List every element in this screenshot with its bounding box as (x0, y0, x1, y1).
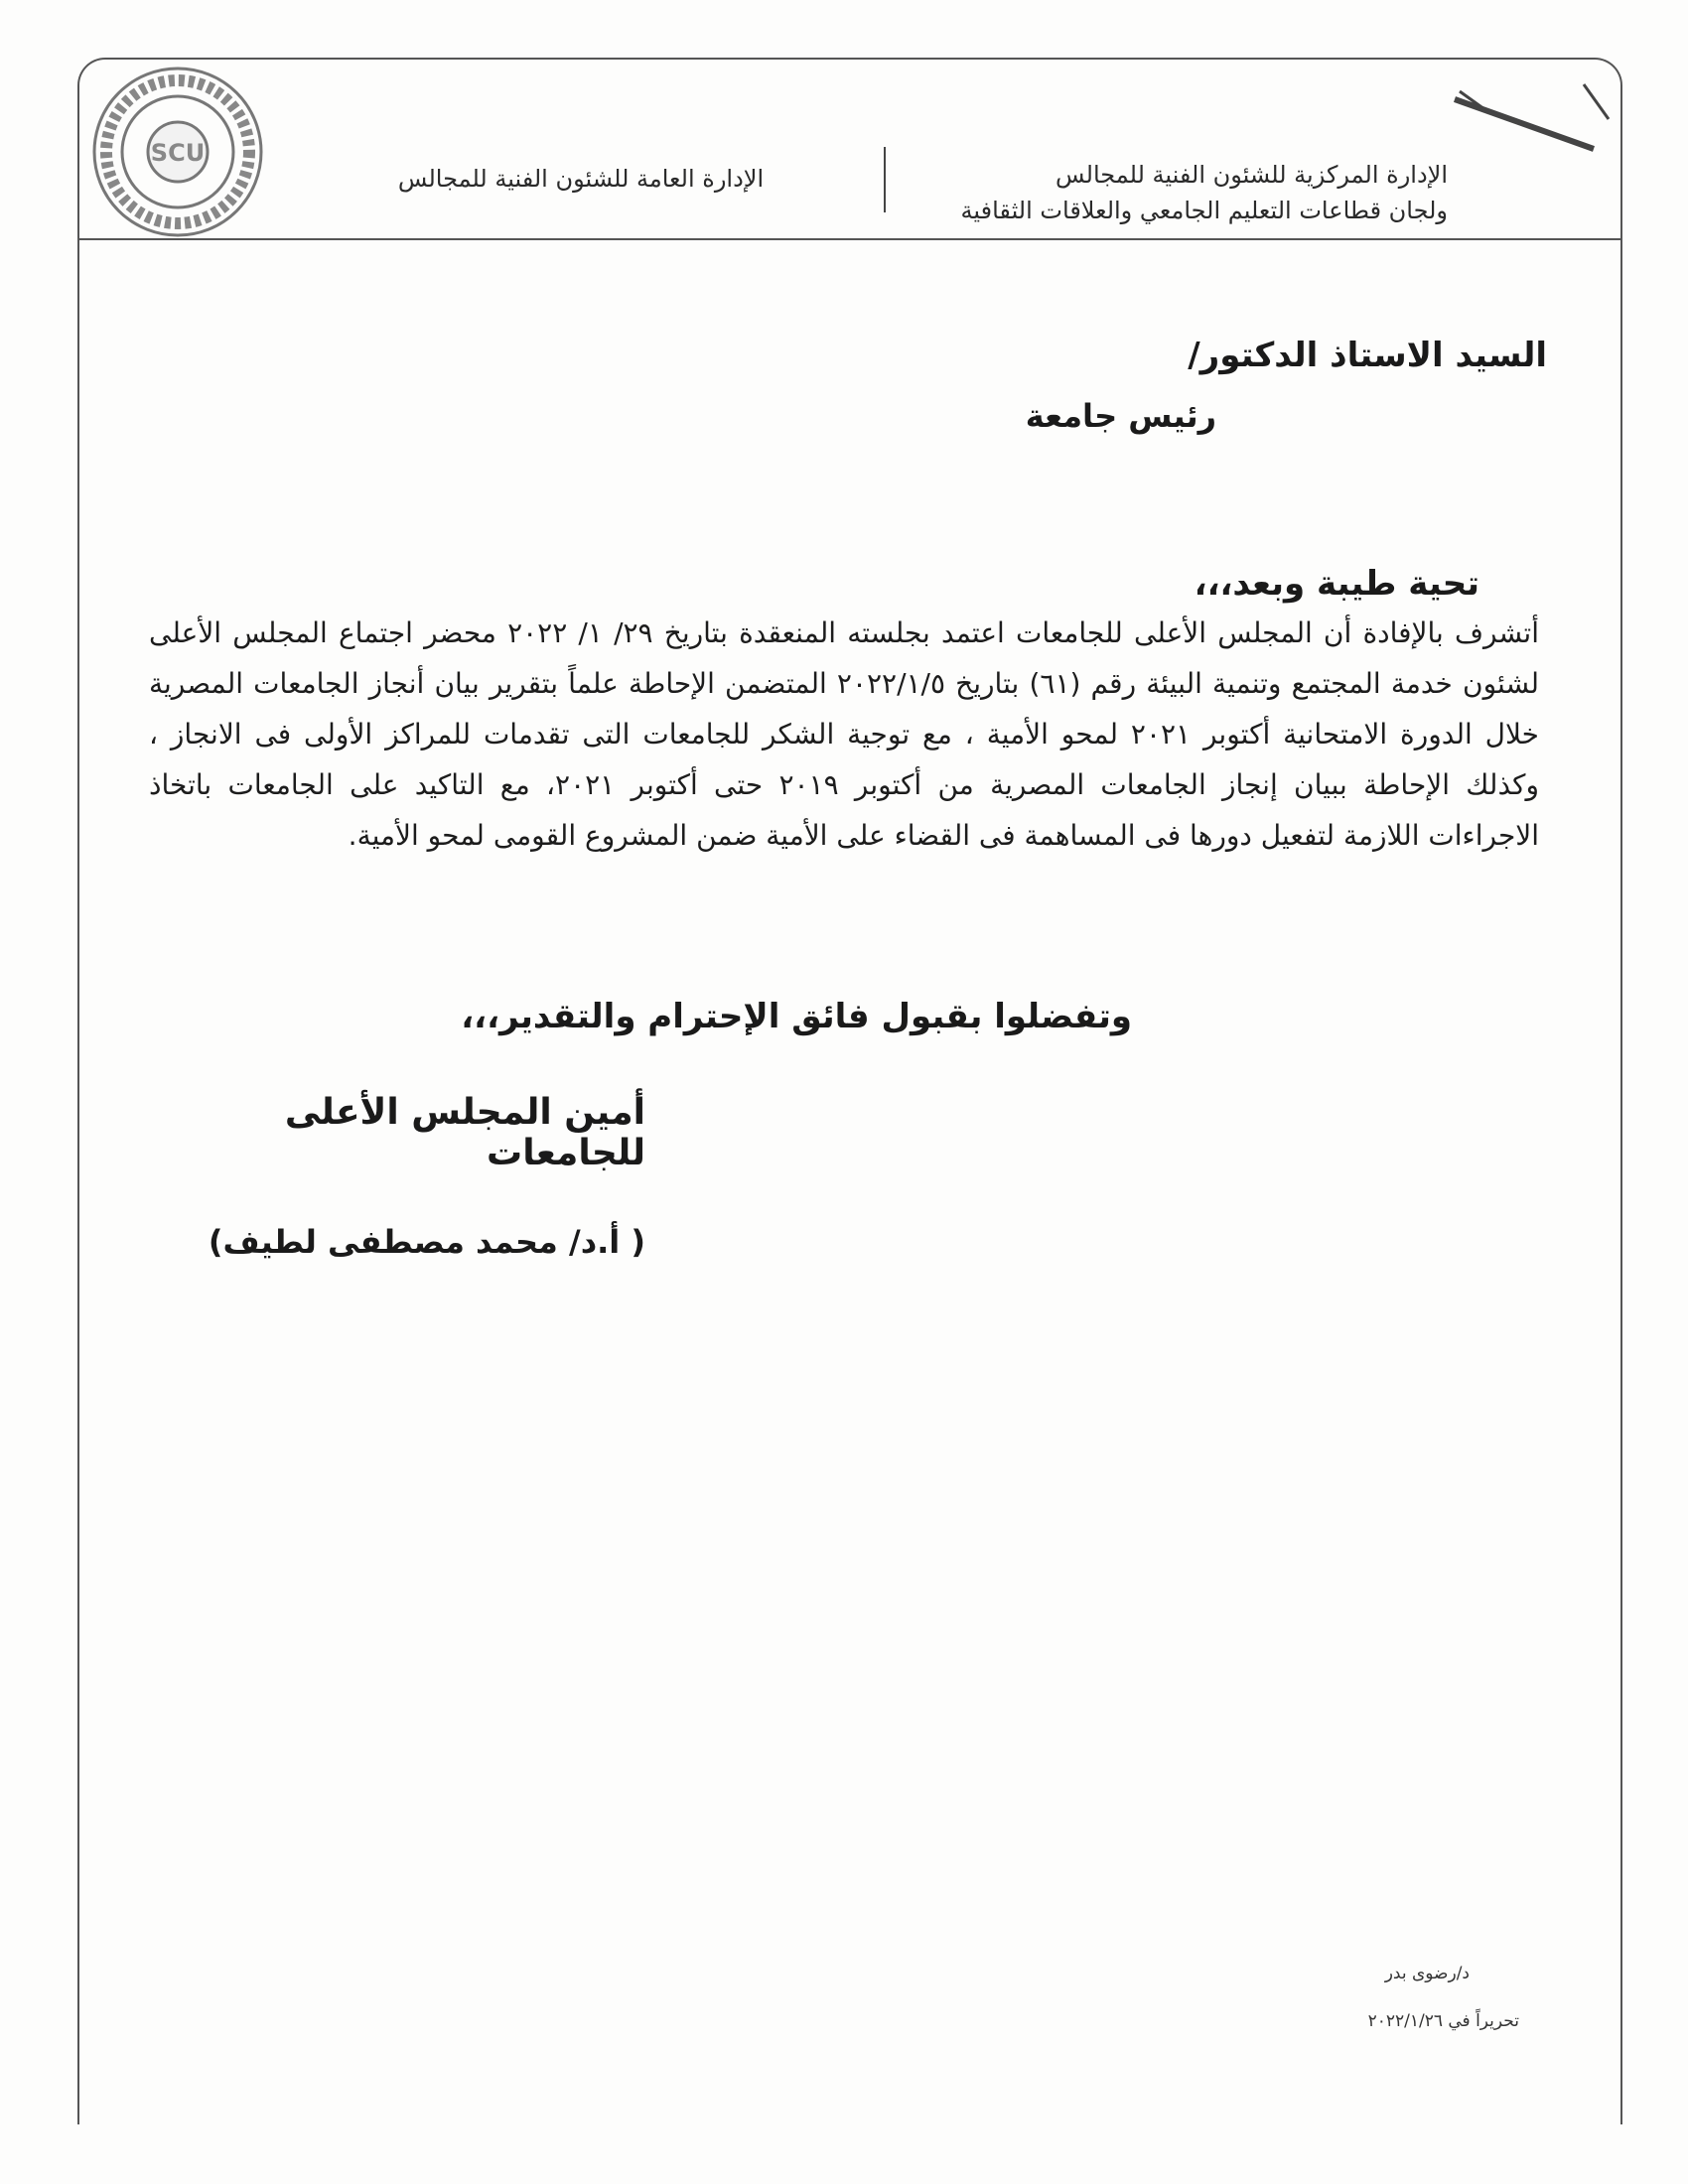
written-on-date: تحريراً في ٢٠٢٢/١/٢٦ (1367, 2011, 1519, 2031)
header-right-block (892, 157, 1448, 228)
prepared-by: د/رضوى بدر (1384, 1964, 1470, 1983)
signatory-title: أمين المجلس الأعلى للجامعات (284, 1092, 645, 1173)
closing: وتفضلوا بقبول فائق الإحترام والتقدير،،، (461, 997, 1132, 1036)
header-left-department: الإدارة العامة للشئون الفنية للمجالس (397, 165, 765, 193)
header-department-line1: الإدارة المركزية للشئون الفنية للمجالس (1055, 161, 1448, 189)
addressee: السيد الاستاذ الدكتور/ (1188, 336, 1547, 375)
pen-mark-icon (1445, 79, 1614, 179)
seal-monogram: SCU (150, 139, 206, 167)
letter-body: أتشرف بالإفادة أن المجلس الأعلى للجامعات اعتمد بجلسته المنعقدة بتاريخ ٢٩/ ١/ ٢٠٢٢ محضر اجتماع المجلس الأعلى لشئون خدمة المجتمع وتنمية البيئة رقم (٦١) بتاريخ ٢٠٢٢/١/٥ المتضمن الإحاطة علماً بتقرير بيان أنجاز الجامعات المصرية خلال الدورة الامتحانية أكتوبر ٢٠٢١ لمحو الأمية ، مع توجية الشكر للجامعات التى تقدمات للمراكز الأولى فى الانجاز ، وكذلك الإحاطة ببيان إنجاز الجامعات المصرية من أكتوبر ٢٠١٩ حتى أكتوبر ٢٠٢١، مع التاكيد على الجامعات باتخاذ الاجراءات اللازمة لتفعيل دورها فى المساهمة فى القضاء على الأمية ضمن المشروع القومى لمحو الأمية. (149, 616, 1539, 852)
signatory-name: ( أ.د/ محمد مصطفى لطيف) (208, 1223, 645, 1261)
addressee-title: رئيس جامعة (1025, 397, 1216, 435)
greeting: تحية طيبة وبعد،،، (1194, 564, 1479, 604)
council-seal-icon (89, 64, 266, 240)
header-department-line2: ولجان قطاعات التعليم الجامعي والعلاقات الثقافية (960, 197, 1448, 224)
header-divider (884, 147, 886, 212)
header-rule (77, 238, 1622, 240)
